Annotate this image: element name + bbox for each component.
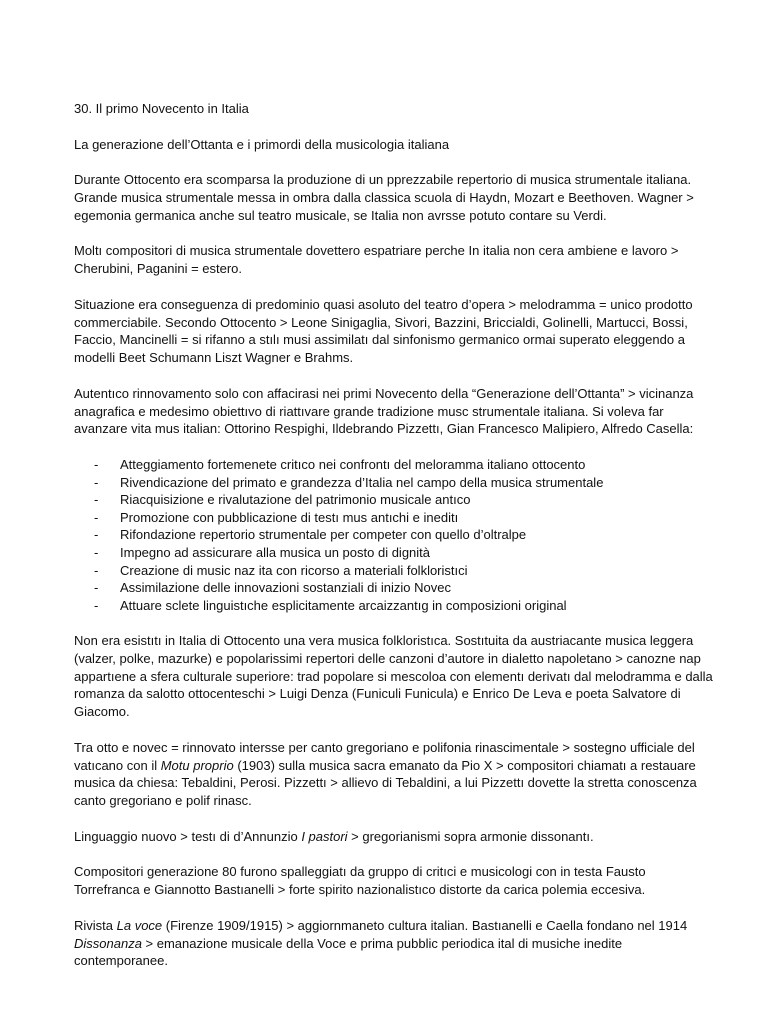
document-subheading: La generazione dell’Ottanta e i primordi della musicologia italiana: [74, 136, 450, 152]
list-dash: -: [94, 544, 99, 560]
list-item: [74, 491, 714, 509]
list-item-text: Atteggiamento fortemenete critıco nei confrontı del meloramma italiano ottocento: [120, 456, 586, 472]
list-item-text: Rivendicazione del primato e grandezza d’Italia nel campo della musica strumentale: [120, 474, 604, 490]
list-dash: -: [94, 509, 99, 525]
list-item-text: Promozione con pubblicazione di testı mus antıchi e ineditı: [120, 509, 459, 525]
list-item-text: Riacquisizione e rivalutazione del patrimonio musicale antıco: [120, 492, 471, 508]
list-item: [74, 597, 714, 615]
list-item: [74, 474, 714, 492]
dissonanza-title: Dissonanza: [74, 935, 142, 951]
paragraph-situazione: Situazione era conseguenza di predominio quasi asoluto del teatro d’opera > melodramma = unico prodotto commerciabile. Secondo Ottocento > Leone Sinigaglia, Sivori, Bazzini, Briccialdi, Golinelli, Martucci, Bossi, Faccio, Mancinelli = si rifanno a stılı musi assimilatı dal sinfonismo germanico ormai superato eleggendo a modelli Beet Schumann Liszt Wagner e Brahms.: [74, 296, 693, 366]
list-dash: -: [94, 597, 99, 613]
linguaggio-text-before: Linguaggio nuovo > testı di d’Annunzio: [74, 828, 302, 844]
document-page: [74, 100, 714, 988]
motu-text-after: (1903) sulla musica sacra emanato da Pio X > compositori chiamatı a restauare musica da chiesa: Tebaldini, Perosi. Pizzettı > allievo di Tebaldini, a lui Pizzettı dovette la stretta conoscenza canto gregoriano e polif rinasc.: [74, 757, 697, 809]
list-dash: -: [94, 580, 99, 596]
list-item: [74, 526, 714, 544]
document-heading: 30. Il primo Novecento in Italia: [74, 101, 249, 116]
list-dash: -: [94, 562, 99, 578]
paragraph-linguaggio: [74, 828, 714, 846]
i-pastori-title: I pastori: [301, 828, 348, 844]
list-item-text: Impegno ad assicurare alla musica un posto di dignità: [120, 544, 431, 560]
list-item-text: Rifondazione repertorio strumentale per competer con quello d’oltralpe: [120, 527, 527, 543]
rivista-text-after: > emanazione musicale della Voce e prima pubblic periodica ital di musiche inedite contemporanee.: [74, 935, 623, 969]
paragraph-ottocento: Durante Ottocento era scomparsa la produzione di un pprezzabile repertorio di musica strumentale italiana. Grande musica strumentale messa in ombra dalla classica scuola di Haydn, Mozart e Beethoven. Wagner > egemonia germanica anche sul teatro musicale, se Italia non avrsse potuto contare su Verdi.: [74, 172, 694, 223]
linguaggio-text-after: > gregorianismi sopra armonie dissonantı.: [347, 828, 594, 844]
list-dash: -: [94, 527, 99, 543]
motu-text-before: Tra otto e novec = rinnovato intersse per canto gregoriano e polifonia rinascimentale > sostegno ufficiale del vatıcano con il: [74, 739, 695, 773]
list-item-text: Attuare sclete linguistıche esplicitamente arcaizzantıg in composizioni original: [120, 597, 567, 613]
list-dash: -: [94, 492, 99, 508]
list-item: [74, 544, 714, 562]
rivista-text-middle: (Firenze 1909/1915) > aggiornmaneto cultura italian. Bastıanelli e Caella fondano nel 1914: [162, 917, 688, 933]
paragraph-rinnovamento: Autentıco rinnovamento solo con affacirasi nei primi Novecento della “Generazione dell’Ottanta” > vicinanza anagrafica e medesimo obiettıvo di riattıvare grande tradizione musc strumentale italiana. Si voleva far avanzare vita mus italian: Ottorino Respighi, Ildebrando Pizzettı, Gian Francesco Malipiero, Alfredo Casella:: [74, 385, 694, 437]
paragraph-rivista: [74, 917, 714, 970]
list-item-text: Assimilazione delle innovazioni sostanziali di inizio Novec: [120, 580, 451, 596]
list-item-text: Creazione di music naz ita con ricorso a materiali folkloristıci: [120, 562, 468, 578]
paragraph-compositori: Compositori generazione 80 furono spalleggiatı da gruppo di critıci e musicologi con in testa Fausto Torrefranca e Giannotto Bastıanelli > forte spirito nazionalistıco distorte da carica polemia eccesiva.: [74, 864, 646, 898]
list-item: [74, 562, 714, 580]
paragraph-folkloristica: Non era esistıtı in Italia di Ottocento una vera musica folkloristıca. Sostıtuita da austriacante musica leggera (valzer, polke, mazurke) e popolarissimi repertori delle canzoni d’autore in dialetto napoletano > canozne nap appartıene a sfera culturale superiore: trad popolare si mescoloa con elementı derivatı dal melodramma e dalla romanza da salotto ottocenteschi > Luigi Denza (Funiculi Funicula) e Enrico De Leva e poeta Salvatore di Giacomo.: [74, 633, 713, 720]
rivista-text-before: Rivista: [74, 917, 117, 933]
list-item: [74, 579, 714, 597]
list-dash: -: [94, 456, 99, 472]
list-item: [74, 456, 714, 474]
la-voce-title: La voce: [116, 917, 163, 933]
motu-proprio-title: Motu proprio: [160, 757, 234, 773]
objectives-list: [74, 456, 714, 614]
list-dash: -: [94, 474, 99, 490]
paragraph-espatriare: Moltı compositori di musica strumentale dovettero espatriare perche In italia non cera ambiene e lavoro > Cherubini, Paganini = estero.: [74, 243, 679, 277]
list-item: [74, 509, 714, 527]
paragraph-motu-proprio: [74, 739, 714, 810]
